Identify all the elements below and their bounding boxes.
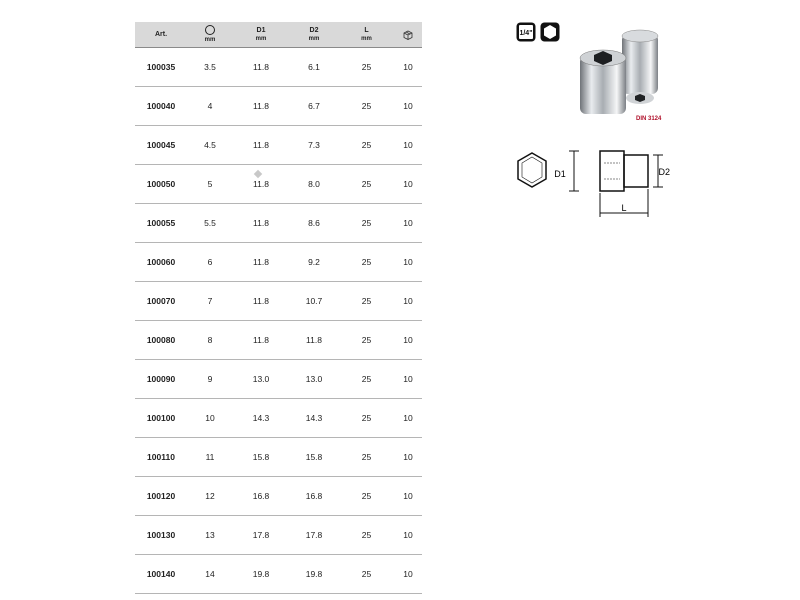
box-icon (403, 30, 413, 40)
pack-value: 10 (403, 101, 413, 111)
d2-value: 7.3 (308, 140, 320, 150)
d1-value: 15.8 (252, 452, 270, 462)
table-row (135, 321, 422, 360)
table-row (135, 243, 422, 282)
d1-value: 11.8 (253, 257, 269, 267)
d1-value: 11.8 (253, 140, 269, 150)
d2-value: 16.8 (305, 491, 323, 501)
d2-value: 10.7 (305, 296, 323, 306)
pack-value: 10 (403, 257, 413, 267)
size-value: 10 (205, 413, 215, 423)
article-number: 100045 (146, 140, 176, 150)
size-value: 3.5 (204, 62, 216, 72)
square-drive-icon (516, 22, 536, 42)
d1-value: 11.8 (253, 101, 269, 111)
d1-value: 11.8 (253, 179, 269, 189)
d2-value: 6.7 (308, 101, 320, 111)
length-value: 25 (361, 296, 372, 306)
length-value: 25 (361, 413, 372, 423)
pack-value: 10 (403, 452, 413, 462)
size-value: 8 (207, 335, 213, 345)
standard-label: DIN 3124 (636, 116, 662, 122)
hexagon-icon (540, 22, 560, 42)
length-value: 25 (361, 257, 372, 267)
size-value: 7 (207, 296, 213, 306)
length-value: 25 (361, 374, 372, 384)
socket-side-view (600, 151, 624, 191)
table-row (135, 438, 422, 477)
header-d2: D2 mm (308, 26, 320, 42)
d1-value: 11.8 (253, 296, 269, 306)
d1-value: 17.8 (252, 530, 270, 540)
article-number: 100035 (146, 62, 176, 72)
size-value: 6 (207, 257, 213, 267)
pack-value: 10 (403, 62, 413, 72)
d2-value: 17.8 (305, 530, 323, 540)
article-number: 100140 (146, 569, 176, 579)
pack-value: 10 (403, 374, 413, 384)
table-row (135, 282, 422, 321)
size-value: 4 (207, 101, 213, 111)
d1-value: 14.3 (252, 413, 270, 423)
pack-value: 10 (403, 413, 413, 423)
d2-value: 6.1 (308, 62, 320, 72)
length-value: 25 (361, 179, 372, 189)
drive-size-label: 1/4" (519, 30, 533, 37)
spec-table (135, 22, 422, 594)
size-value: 14 (205, 569, 215, 579)
table-row (135, 48, 422, 87)
header-length: L mm (361, 26, 372, 42)
length-value: 25 (361, 101, 372, 111)
d2-value: 13.0 (305, 374, 323, 384)
size-value: 11 (205, 452, 215, 462)
article-number: 100060 (146, 257, 176, 267)
table-row (135, 555, 422, 594)
d1-value: 19.8 (252, 569, 270, 579)
socket-photo (578, 28, 668, 118)
length-value: 25 (361, 491, 372, 501)
pack-value: 10 (403, 218, 413, 228)
d1-value: 11.8 (253, 62, 269, 72)
d2-value: 9.2 (308, 257, 320, 267)
article-number: 100100 (146, 413, 176, 423)
size-value: 5 (207, 179, 213, 189)
length-value: 25 (361, 335, 372, 345)
pack-value: 10 (403, 569, 413, 579)
d2-value: 11.8 (306, 335, 322, 345)
table-body (135, 48, 422, 594)
d1-value: 13.0 (252, 374, 270, 384)
article-number: 100110 (147, 452, 175, 462)
article-number: 100130 (146, 530, 176, 540)
table-row (135, 516, 422, 555)
header-size: mm (187, 22, 233, 47)
length-value: 25 (361, 452, 372, 462)
d1-value: 16.8 (252, 491, 270, 501)
article-number: 100080 (146, 335, 176, 345)
badge-group (516, 22, 560, 42)
table-row (135, 204, 422, 243)
pack-value: 10 (403, 335, 413, 345)
size-value: 13 (205, 530, 215, 540)
d2-value: 19.8 (305, 569, 323, 579)
pack-value: 10 (403, 140, 413, 150)
pack-value: 10 (403, 491, 413, 501)
length-value: 25 (361, 218, 372, 228)
d1-value: 11.8 (253, 218, 269, 228)
d1-value: 11.8 (253, 335, 269, 345)
marker-icon (254, 170, 262, 178)
d2-value: 8.6 (308, 218, 320, 228)
pack-value: 10 (403, 296, 413, 306)
length-value: 25 (361, 140, 372, 150)
d2-value: 15.8 (305, 452, 323, 462)
article-number: 100090 (146, 374, 176, 384)
socket-size-icon (205, 25, 215, 35)
article-number: 100055 (146, 218, 176, 228)
header-art: Art. (154, 30, 168, 38)
pack-value: 10 (403, 179, 413, 189)
table-row (135, 126, 422, 165)
length-value: 25 (361, 530, 372, 540)
table-row (135, 87, 422, 126)
table-row (135, 165, 422, 204)
article-number: 100050 (146, 179, 176, 189)
table-header (135, 22, 422, 48)
dimension-diagram (512, 145, 672, 225)
d2-label: D2 (658, 167, 670, 177)
size-value: 5.5 (204, 218, 216, 228)
size-value: 12 (205, 491, 215, 501)
length-value: 25 (361, 62, 372, 72)
d2-value: 14.3 (305, 413, 323, 423)
header-pack (394, 22, 422, 47)
pack-value: 10 (403, 530, 413, 540)
length-value: 25 (361, 569, 372, 579)
table-row (135, 360, 422, 399)
size-value: 9 (207, 374, 213, 384)
table-row (135, 477, 422, 516)
article-number: 100040 (146, 101, 176, 111)
header-d1: D1 mm (255, 26, 267, 42)
length-label: L (621, 203, 627, 213)
size-value: 4.5 (204, 140, 216, 150)
d1-label: D1 (554, 169, 566, 179)
table-row (135, 399, 422, 438)
article-number: 100070 (146, 296, 176, 306)
d2-value: 8.0 (308, 179, 320, 189)
article-number: 100120 (146, 491, 176, 501)
